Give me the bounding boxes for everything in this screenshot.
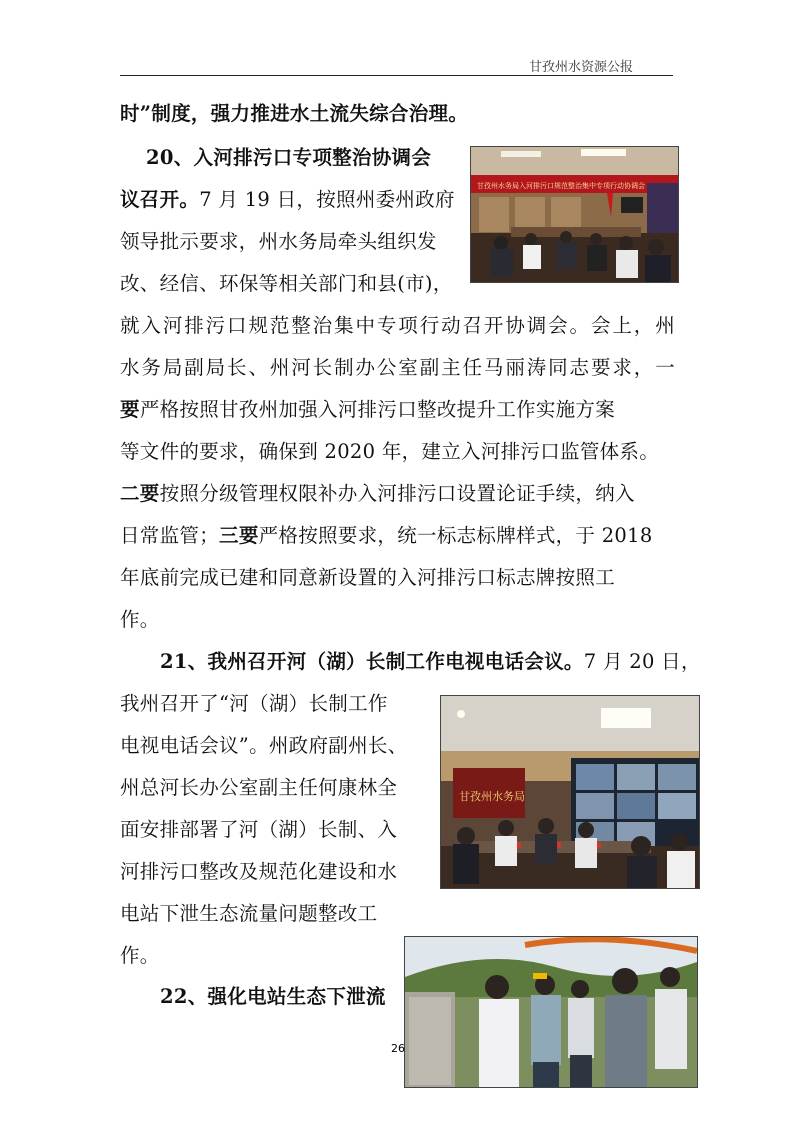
inspection-photo	[404, 936, 698, 1088]
paragraph-line	[120, 477, 635, 511]
text-span: 按照分级管理权限补办入河排污口设置论证手续，纳入	[159, 482, 635, 505]
paragraph-line: 改、经信、环保等相关部门和县(市)，	[120, 272, 453, 295]
emphasis-third: 三要	[219, 524, 259, 547]
header-title: 甘孜州水资源公报	[528, 60, 633, 75]
paragraph-line: 水务局副局长、州河长制办公室副主任马丽涛同志要求，一	[120, 356, 675, 379]
paragraph-line: 年底前完成已建和同意新设置的入河排污口标志牌按照工	[120, 566, 616, 589]
section-21-title: 21、我州召开河（湖）长制工作电视电话会议。	[160, 650, 584, 673]
text-span: 7 月 19 日，按照州委州政府	[199, 188, 455, 211]
paragraph-line: 等文件的要求，确保到 2020 年，建立入河排污口监管体系。	[120, 440, 660, 463]
paragraph-line	[120, 183, 455, 217]
paragraph-line: 时”制度，强力推进水土流失综合治理。	[120, 102, 469, 125]
paragraph-line: 作。	[120, 944, 160, 967]
meeting-photo-2	[440, 695, 700, 889]
text-span: 严格按照甘孜州加强入河排污口整改提升工作实施方案	[139, 398, 616, 421]
paragraph-line: 电站下泄生态流量问题整改工	[120, 902, 378, 925]
paragraph-line	[120, 519, 653, 553]
emphasis-second: 二要	[120, 482, 160, 505]
text-span: 日常监管；	[120, 524, 220, 547]
section-22-title: 22、强化电站生态下泄流	[160, 985, 386, 1008]
paragraph-line: 领导批示要求，州水务局牵头组织发	[120, 230, 437, 253]
section-20-title-end: 议召开。	[120, 188, 200, 211]
paragraph-line: 河排污口整改及规范化建设和水	[120, 860, 398, 883]
paragraph-line	[160, 645, 701, 679]
section-20-title: 20、入河排污口专项整治协调会	[146, 146, 432, 169]
page-number: 26	[391, 1042, 405, 1055]
paragraph-line: 电视电话会议”。州政府副州长、	[120, 734, 408, 757]
text-span: 严格按照要求，统一标志标牌样式，于 2018	[258, 524, 653, 547]
meeting-photo-1	[470, 146, 679, 283]
text-span: 7 月 20 日，	[583, 650, 701, 673]
paragraph-line: 州总河长办公室副主任何康林全	[120, 776, 398, 799]
section-20-title-line	[146, 141, 431, 175]
paragraph-line: 我州召开了“河（湖）长制工作	[120, 692, 388, 715]
meeting-banner-text: 甘孜州水务局入河排污口规范整治集中专项行动协调会	[477, 182, 645, 190]
paragraph-line	[120, 393, 615, 427]
paragraph-line: 作。	[120, 608, 160, 631]
paragraph-line: 面安排部署了河（湖）长制、入	[120, 818, 398, 841]
emphasis-first: 要	[120, 398, 140, 421]
header-rule	[120, 75, 673, 76]
paragraph-line: 就入河排污口规范整治集中专项行动召开协调会。会上，州	[120, 314, 675, 337]
meeting-sign-text: 甘孜州水务局	[459, 790, 525, 803]
paragraph-line	[160, 980, 386, 1014]
